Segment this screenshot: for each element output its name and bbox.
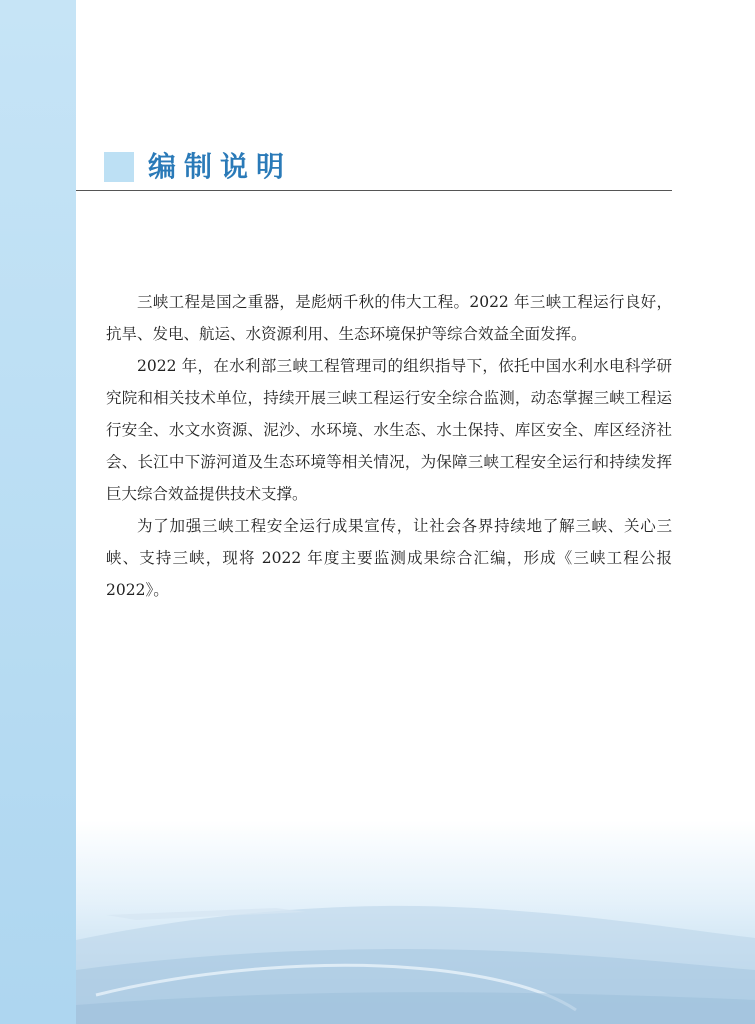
heading-marker-square: [104, 152, 134, 182]
paragraph-3: 为了加强三峡工程安全运行成果宣传，让社会各界持续地了解三峡、关心三峡、支持三峡，现将 2022 年度主要监测成果综合汇编，形成《三峡工程公报 2022》。: [106, 517, 672, 599]
background-dam-photo: [76, 820, 755, 1024]
paragraph-1: 三峡工程是国之重器，是彪炳千秋的伟大工程。2022 年三峡工程运行良好，抗旱、发电、航运、水资源利用、生态环境保护等综合效益全面发挥。: [106, 293, 672, 343]
paragraph-2: 2022 年，在水利部三峡工程管理司的组织指导下，依托中国水利水电科学研究院和相关技术单位，持续开展三峡工程运行安全综合监测，动态掌握三峡工程运行安全、水文水资源、泥沙、水环境、水生态、水土保持、库区安全、库区经济社会、长江中下游河道及生态环境等相关情况，为保障三峡工程安全运行和持续发挥巨大综合效益提供技术支撑。: [106, 357, 672, 503]
body-text: [106, 286, 672, 606]
section-heading: [104, 150, 292, 184]
page-title: 编制说明: [148, 150, 293, 183]
heading-divider: [76, 190, 672, 191]
left-sidebar-band: [0, 0, 76, 1024]
dam-landscape-graphic: [76, 820, 755, 1024]
